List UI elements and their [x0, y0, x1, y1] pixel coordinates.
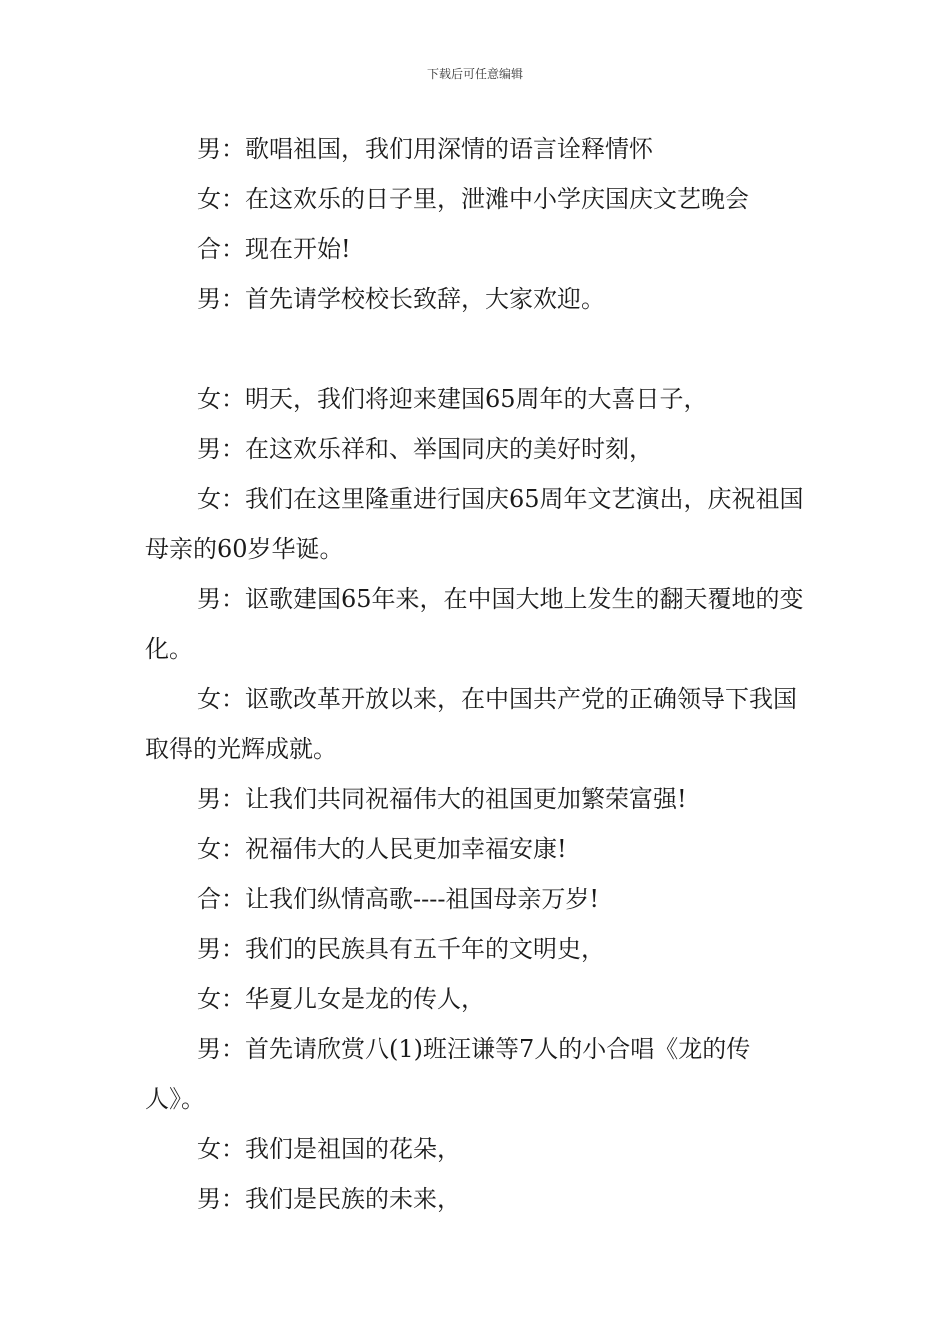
paragraph: 男：我们是民族的未来，	[197, 1185, 461, 1213]
paragraph: 男：我们的民族具有五千年的文明史，	[197, 935, 605, 963]
paragraph: 女：在这欢乐的日子里，泄滩中小学庆国庆文艺晚会	[197, 185, 749, 213]
paragraph: 男：让我们共同祝福伟大的祖国更加繁荣富强!	[197, 785, 687, 813]
paragraph: 男：讴歌建国65年来，在中国大地上发生的翻天覆地的变化。	[145, 585, 804, 663]
paragraph: 女：讴歌改革开放以来，在中国共产党的正确领导下我国取得的光辉成就。	[145, 685, 797, 763]
paragraph: 女：明天，我们将迎来建国65周年的大喜日子，	[197, 385, 708, 413]
paragraph-gap	[145, 324, 810, 374]
paragraph: 女：华夏儿女是龙的传人，	[197, 985, 485, 1013]
paragraph: 女：我们是祖国的花朵，	[197, 1135, 461, 1163]
paragraph: 女：祝福伟大的人民更加幸福安康!	[197, 835, 567, 863]
paragraph: 合：现在开始!	[197, 235, 351, 263]
paragraph: 男：歌唱祖国，我们用深情的语言诠释情怀	[197, 135, 653, 163]
paragraph: 合：让我们纵情高歌----祖国母亲万岁!	[197, 885, 600, 913]
page-header: 下载后可任意编辑	[426, 67, 523, 81]
paragraph: 男：首先请学校校长致辞，大家欢迎。	[197, 285, 605, 313]
paragraph: 男：首先请欣赏八(1)班汪谦等7人的小合唱《龙的传人》。	[145, 1035, 751, 1113]
paragraph: 男：在这欢乐祥和、举国同庆的美好时刻，	[197, 435, 653, 463]
document-body	[145, 124, 810, 1224]
paragraph: 女：我们在这里隆重进行国庆65周年文艺演出，庆祝祖国母亲的60岁华诞。	[145, 485, 804, 563]
